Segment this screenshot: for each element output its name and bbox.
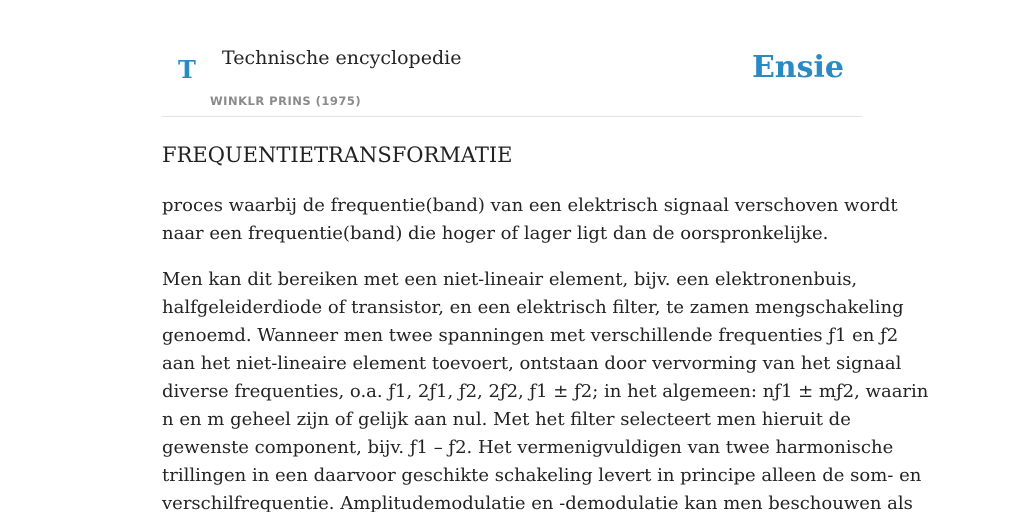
header	[162, 0, 862, 117]
article	[162, 138, 929, 512]
encyclopedia-source: WINKLR PRINS (1975)	[210, 94, 362, 108]
article-title: FREQUENTIETRANSFORMATIE	[162, 143, 513, 167]
article-paragraph-1	[162, 192, 898, 248]
text-line: n en m geheel zijn of gelijk aan nul. Met het filter selecteert men hieruit de	[162, 409, 851, 430]
text-line: diverse frequenties, o.a. ƒ1, 2ƒ1, ƒ2, 2ƒ2, ƒ1 ± ƒ2; in het algemeen: nƒ1 ± mƒ2, waarin	[162, 381, 929, 402]
text-line: proces waarbij de frequentie(band) van een elektrisch signaal verschoven wordt	[162, 195, 898, 216]
text-line: aan het niet-lineaire element toevoert, ontstaan door vervorming van het signaal	[162, 353, 902, 374]
text-line: genoemd. Wanneer men twee spanningen met verschillende frequenties ƒ1 en ƒ2	[162, 325, 899, 346]
text-line: trillingen in een daarvoor geschikte schakeling levert in principe alleen de som- en	[162, 465, 922, 486]
text-line: Men kan dit bereiken met een niet-lineair element, bijv. een elektronenbuis,	[162, 269, 858, 290]
category-logo-icon[interactable]: T	[178, 55, 196, 84]
article-paragraph-2	[162, 266, 929, 512]
text-line: naar een frequentie(band) die hoger of lager ligt dan de oorspronkelijke.	[162, 223, 829, 244]
encyclopedia-title[interactable]: Technische encyclopedie	[222, 47, 462, 69]
text-line: verschilfrequentie. Amplitudemodulatie en -demodulatie kan men beschouwen als	[162, 493, 913, 512]
text-line: halfgeleiderdiode of transistor, en een elektrisch filter, te zamen mengschakeling	[162, 297, 904, 318]
brand-logo[interactable]: Ensie	[751, 50, 844, 85]
text-line: gewenste component, bijv. ƒ1 – ƒ2. Het vermenigvuldigen van twee harmonische	[162, 437, 894, 458]
